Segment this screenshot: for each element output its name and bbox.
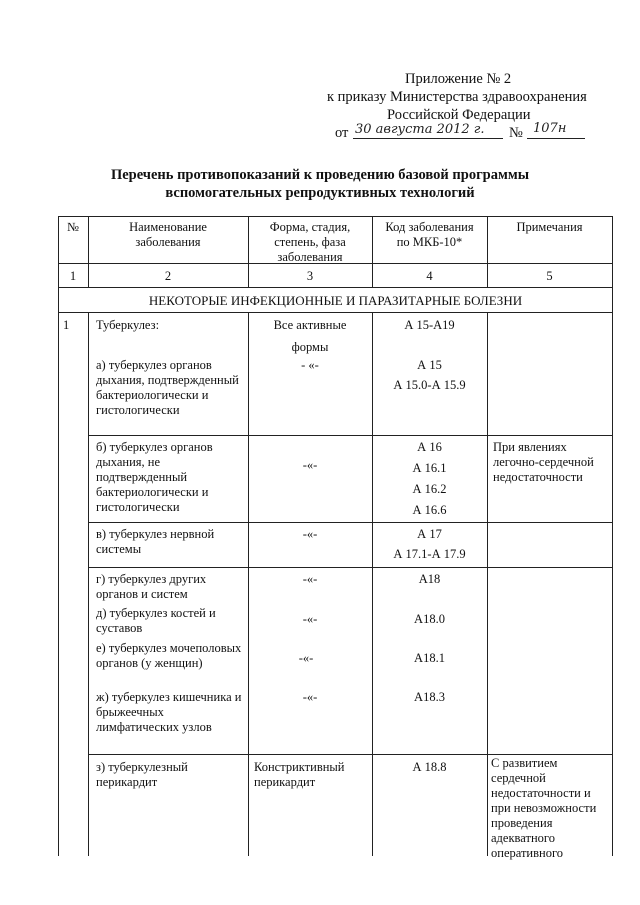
col-header-code: Код заболевания по МКБ-10* [385,220,474,249]
code-a18-1: А18.1 [414,651,445,665]
code-a18-0: А18.0 [414,612,445,626]
section-heading: НЕКОТОРЫЕ ИНФЕКЦИОННЫЕ И ПАРАЗИТАРНЫЕ БОЛЕЗНИ [148,293,523,308]
form-constrictive: Констриктивный перикардит [254,760,345,789]
form-ditto: -«- [302,458,318,472]
grid-line-row-d [88,754,613,755]
handwritten-number: 107н [533,121,567,136]
col-header-form: Форма, стадия, степень, фаза заболевания [269,220,351,264]
disease-name-g: г) туберкулез других органов и систем [96,572,207,601]
note-heart-failure: С развитием сердечной недостаточности и при невозможности проведения адекватного оперативного [491,756,597,860]
grid-line-top [58,216,613,217]
code-a18-8: А 18.8 [412,760,447,774]
document-title-line2: вспомогательных репродуктивных технологий [165,185,475,201]
federation-line: Российской Федерации [387,107,531,123]
grid-line-section-bottom [58,312,613,313]
grid-vline-3b [372,312,373,856]
form-all-active-2: формы [291,340,329,354]
code-a17: А 17 [417,527,442,541]
handwritten-date: 30 августа 2012 г. [355,122,485,137]
appendix-label: Приложение № 2 [405,71,512,87]
col-number-4: 4 [426,269,433,283]
col-number-2: 2 [164,269,172,283]
form-ditto: -«- [302,527,318,541]
from-label: от [335,125,349,141]
code-a16: А 16 [417,440,442,454]
document-title-line1: Перечень противопоказаний к проведению базовой программы [110,167,530,183]
order-line: к приказу Министерства здравоохранения [327,89,587,105]
form-ditto: -«- [298,651,314,665]
grid-line-row-a [88,435,613,436]
form-ditto: -«- [302,690,318,704]
disease-name-z: з) туберкулезный перикардит [96,760,188,789]
disease-name-d: д) туберкулез костей и суставов [96,606,216,635]
disease-name-a: а) туберкулез органов дыхания, подтвержденный бактериологически и гистологически [96,358,239,417]
row-number: 1 [63,318,70,332]
grid-vline-left [58,216,59,856]
grid-vline-right [612,216,613,856]
col-header-notes: Примечания [516,220,583,234]
code-a15: А 15 [417,358,442,372]
col-number-3: 3 [306,269,314,283]
form-all-active: Все активные [273,318,347,332]
grid-vline-4b [487,312,488,856]
form-ditto: -«- [302,572,318,586]
disease-name-tuberculosis: Туберкулез: [96,318,160,332]
col-number-1: 1 [69,269,77,283]
grid-line-row-b [88,522,613,523]
code-a17-range: А 17.1-А 17.9 [393,547,466,561]
col-header-number: № [67,220,79,234]
code-a18: А18 [418,572,441,586]
col-header-name: Наименование заболевания [129,220,207,249]
code-a18-3: А18.3 [414,690,445,704]
grid-vline-1b [88,312,89,856]
code-a16-1: А 16.1 [412,461,447,475]
grid-vline-2b [248,312,249,856]
code-a15-a19: А 15-А19 [404,318,455,332]
disease-name-zh: ж) туберкулез кишечника и брыжеечных лимфатических узлов [96,690,242,734]
grid-line-row-c [88,567,613,568]
date-underline [353,138,503,139]
note-pulmonary: При явлениях легочно-сердечной недостаточности [493,440,594,484]
disease-name-c: в) туберкулез нервной системы [96,527,215,556]
form-ditto: -«- [302,612,318,626]
number-label: № [509,125,523,141]
code-a15-range: А 15.0-А 15.9 [393,378,466,392]
grid-line-numbers-bottom [58,287,613,288]
disease-name-e: е) туберкулез мочеполовых органов (у женщин) [96,641,242,670]
form-ditto: - «- [301,358,319,372]
disease-name-b: б) туберкулез органов дыхания, не подтвержденный бактериологически и гистологически [96,440,213,514]
code-a16-2: А 16.2 [412,482,447,496]
col-number-5: 5 [546,269,553,283]
number-underline [527,138,585,139]
code-a16-6: А 16.6 [412,503,447,517]
